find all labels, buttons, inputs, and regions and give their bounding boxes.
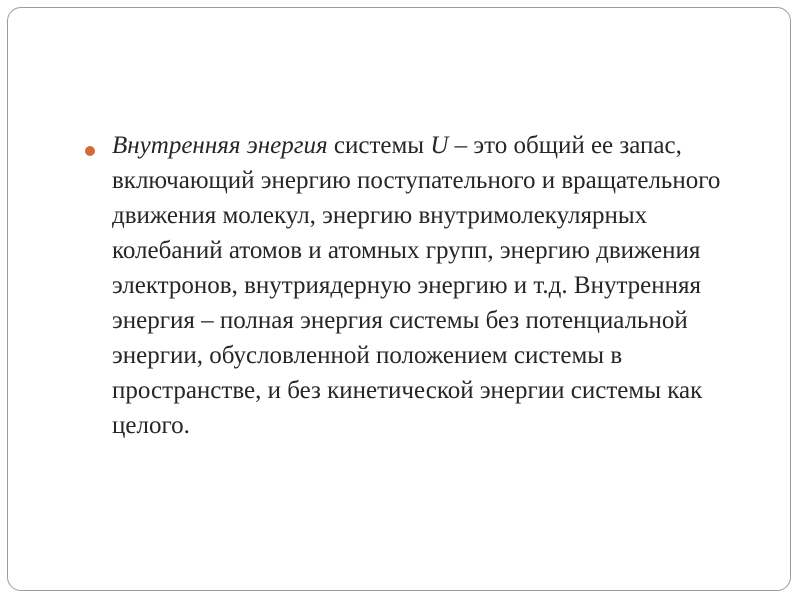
bullet-text	[112, 128, 762, 443]
definition-body: – это общий ее запас, включающий энергию поступательного и вращательного движения молекул, энергию внутримолекулярных колебаний атомов и атомных групп, энергию движения электронов, внутриядерную энергию и т.д. Внутренняя энергия – полная энергия системы без потенциальной энергии, обусловленной положением системы в пространстве, и без кинетической энергии системы как целого.	[112, 132, 721, 439]
bullet-dot-icon	[85, 146, 95, 156]
term-continuation: системы	[327, 132, 431, 159]
energy-symbol: U	[430, 132, 449, 159]
term-italic: Внутренняя энергия	[112, 132, 328, 159]
